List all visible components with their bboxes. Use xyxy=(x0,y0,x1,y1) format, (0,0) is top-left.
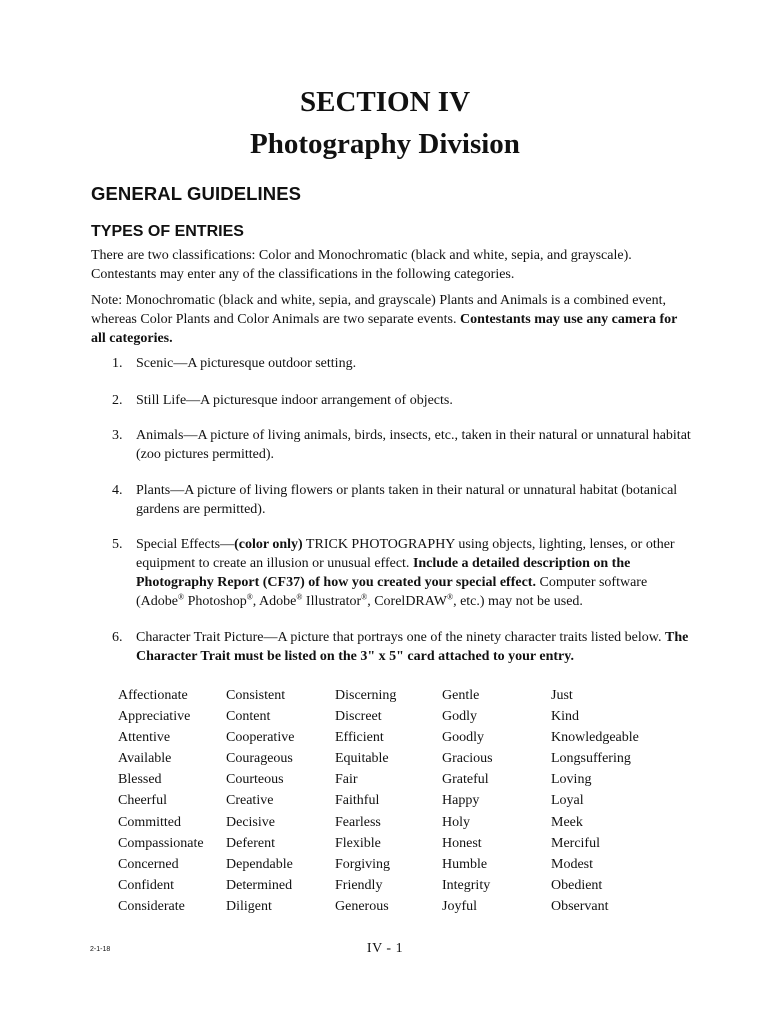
section-title: SECTION IV xyxy=(299,86,471,118)
trait-item: Knowledgeable xyxy=(551,730,639,746)
list-item xyxy=(91,628,691,666)
page-number: IV - 1 xyxy=(366,941,404,956)
entry-5-color-only: (color only) xyxy=(234,537,303,552)
trait-item: Discerning xyxy=(335,688,397,703)
entry-5-requirement: Include a detailed description on the Photography Report (CF37) of how you created your special effect. xyxy=(136,556,631,590)
entry-5-photoshop: Photoshop xyxy=(184,594,247,609)
trait-item: Observant xyxy=(551,898,609,914)
trait-item: Longsuffering xyxy=(551,751,631,767)
trait-item: Content xyxy=(226,709,271,725)
note-paragraph xyxy=(91,291,691,348)
trait-item: Determined xyxy=(226,877,293,893)
trait-item: Generous xyxy=(335,898,389,914)
trait-item: Gracious xyxy=(442,751,493,767)
list-item xyxy=(91,535,691,611)
trait-item: Goodly xyxy=(442,730,484,746)
trait-item: Fair xyxy=(335,772,358,788)
revision-date: 2-1-18 xyxy=(90,946,111,953)
general-guidelines-heading: GENERAL GUIDELINES xyxy=(91,183,302,204)
registered-mark: ® xyxy=(446,592,454,602)
trait-item: Creative xyxy=(226,793,274,809)
entry-5-end: , etc.) may not be used. xyxy=(453,594,583,609)
trait-item: Just xyxy=(551,688,573,703)
trait-item: Courteous xyxy=(226,772,284,788)
list-item-number: 1. xyxy=(112,356,123,371)
entry-5-adobe: , Adobe xyxy=(252,594,297,609)
trait-item: Loyal xyxy=(551,793,584,809)
entry-6-text: Character Trait Picture—A picture that portrays one of the ninety character traits listed below. xyxy=(136,630,665,645)
types-of-entries-heading: TYPES OF ENTRIES xyxy=(91,223,244,240)
trait-item: Dependable xyxy=(226,856,293,872)
trait-item: Faithful xyxy=(335,793,380,809)
trait-item: Compassionate xyxy=(118,835,204,851)
list-item-text: Scenic—A picturesque outdoor setting. xyxy=(136,356,357,371)
trait-item: Decisive xyxy=(226,814,275,830)
list-item xyxy=(91,481,691,519)
trait-item: Considerate xyxy=(118,898,185,914)
trait-item: Friendly xyxy=(335,877,383,893)
trait-item: Holy xyxy=(442,814,470,830)
list-item xyxy=(91,354,691,373)
list-item-text: Still Life—A picturesque indoor arrangement of objects. xyxy=(136,393,453,408)
trait-item: Consistent xyxy=(226,688,286,703)
list-item-text: Animals—A picture of living animals, birds, insects, etc., taken in their natural or unnatural habitat (zoo pictures permitted). xyxy=(136,428,691,462)
trait-item: Modest xyxy=(551,856,593,872)
trait-item: Efficient xyxy=(335,730,384,746)
trait-item: Kind xyxy=(551,709,579,725)
trait-item: Fearless xyxy=(335,814,381,830)
traits-column xyxy=(118,686,228,918)
entry-6-bold-text: The Character Trait must be listed on the 3" x 5" card attached to your entry. xyxy=(136,630,689,664)
trait-item: Loving xyxy=(551,772,592,788)
traits-column xyxy=(226,686,336,918)
trait-item: Cheerful xyxy=(118,793,167,809)
trait-item: Diligent xyxy=(226,898,272,914)
registered-mark: ® xyxy=(178,592,185,602)
trait-item: Equitable xyxy=(335,751,389,767)
trait-item: Confident xyxy=(118,877,174,893)
registered-mark: ® xyxy=(296,592,303,602)
trait-item: Humble xyxy=(442,856,488,872)
note-bold-text: Contestants may use any camera for all categories. xyxy=(91,312,678,346)
trait-item: Godly xyxy=(442,709,477,725)
trait-item: Concerned xyxy=(118,856,179,872)
entry-5-software-start: Computer software (Adobe xyxy=(136,575,648,609)
trait-item: Courageous xyxy=(226,751,293,767)
registered-mark: ® xyxy=(361,592,368,602)
trait-item: Flexible xyxy=(335,835,381,851)
list-item-number: 6. xyxy=(112,630,123,645)
trait-item: Committed xyxy=(118,814,181,830)
trait-item: Available xyxy=(118,751,172,767)
list-item-number: 4. xyxy=(112,483,123,498)
trait-item: Attentive xyxy=(118,730,171,746)
trait-item: Obedient xyxy=(551,877,603,893)
list-item-number: 5. xyxy=(112,537,123,552)
trait-item: Happy xyxy=(442,793,480,809)
trait-item: Deferent xyxy=(226,835,275,851)
list-item-number: 2. xyxy=(112,393,123,408)
trait-item: Merciful xyxy=(551,835,600,851)
trait-item: Affectionate xyxy=(118,688,188,703)
trait-item: Joyful xyxy=(442,898,477,914)
entry-5-coreldraw: , CorelDRAW xyxy=(367,594,447,609)
entry-5-description: TRICK PHOTOGRAPHY using objects, lighting, lenses, or other equipment to create an illusion or unusual effect. xyxy=(136,537,675,571)
entry-5-illustrator: Illustrator xyxy=(302,594,362,609)
trait-item: Cooperative xyxy=(226,730,295,746)
trait-item: Discreet xyxy=(335,709,382,725)
trait-item: Honest xyxy=(442,835,482,851)
trait-item: Integrity xyxy=(442,877,491,893)
list-item-number: 3. xyxy=(112,428,123,443)
registered-mark: ® xyxy=(246,592,253,602)
note-text: Note: Monochromatic (black and white, sepia, and grayscale) Plants and Animals is a combined event, whereas Color Plants and Color Animals are two separate events. xyxy=(91,293,667,327)
classifications-paragraph: There are two classifications: Color and Monochromatic (black and white, sepia, and grayscale). Contestants may enter any of the classifications in the following categories. xyxy=(91,248,632,282)
list-item xyxy=(91,391,691,410)
division-title: Photography Division xyxy=(250,128,520,160)
trait-item: Gentle xyxy=(442,688,480,703)
trait-item: Grateful xyxy=(442,772,489,788)
list-item xyxy=(91,426,691,464)
traits-column xyxy=(551,686,671,918)
traits-column xyxy=(442,686,552,918)
entry-5-title: Special Effects— xyxy=(136,537,235,552)
list-item-text xyxy=(136,628,691,666)
trait-item: Meek xyxy=(551,814,583,830)
trait-item: Blessed xyxy=(118,772,162,788)
list-item-text: Plants—A picture of living flowers or plants taken in their natural or unnatural habitat (botanical gardens are permitted). xyxy=(136,483,678,517)
trait-item: Forgiving xyxy=(335,856,390,872)
trait-item: Appreciative xyxy=(118,709,191,725)
traits-column xyxy=(335,686,445,918)
list-item-text xyxy=(136,535,691,611)
